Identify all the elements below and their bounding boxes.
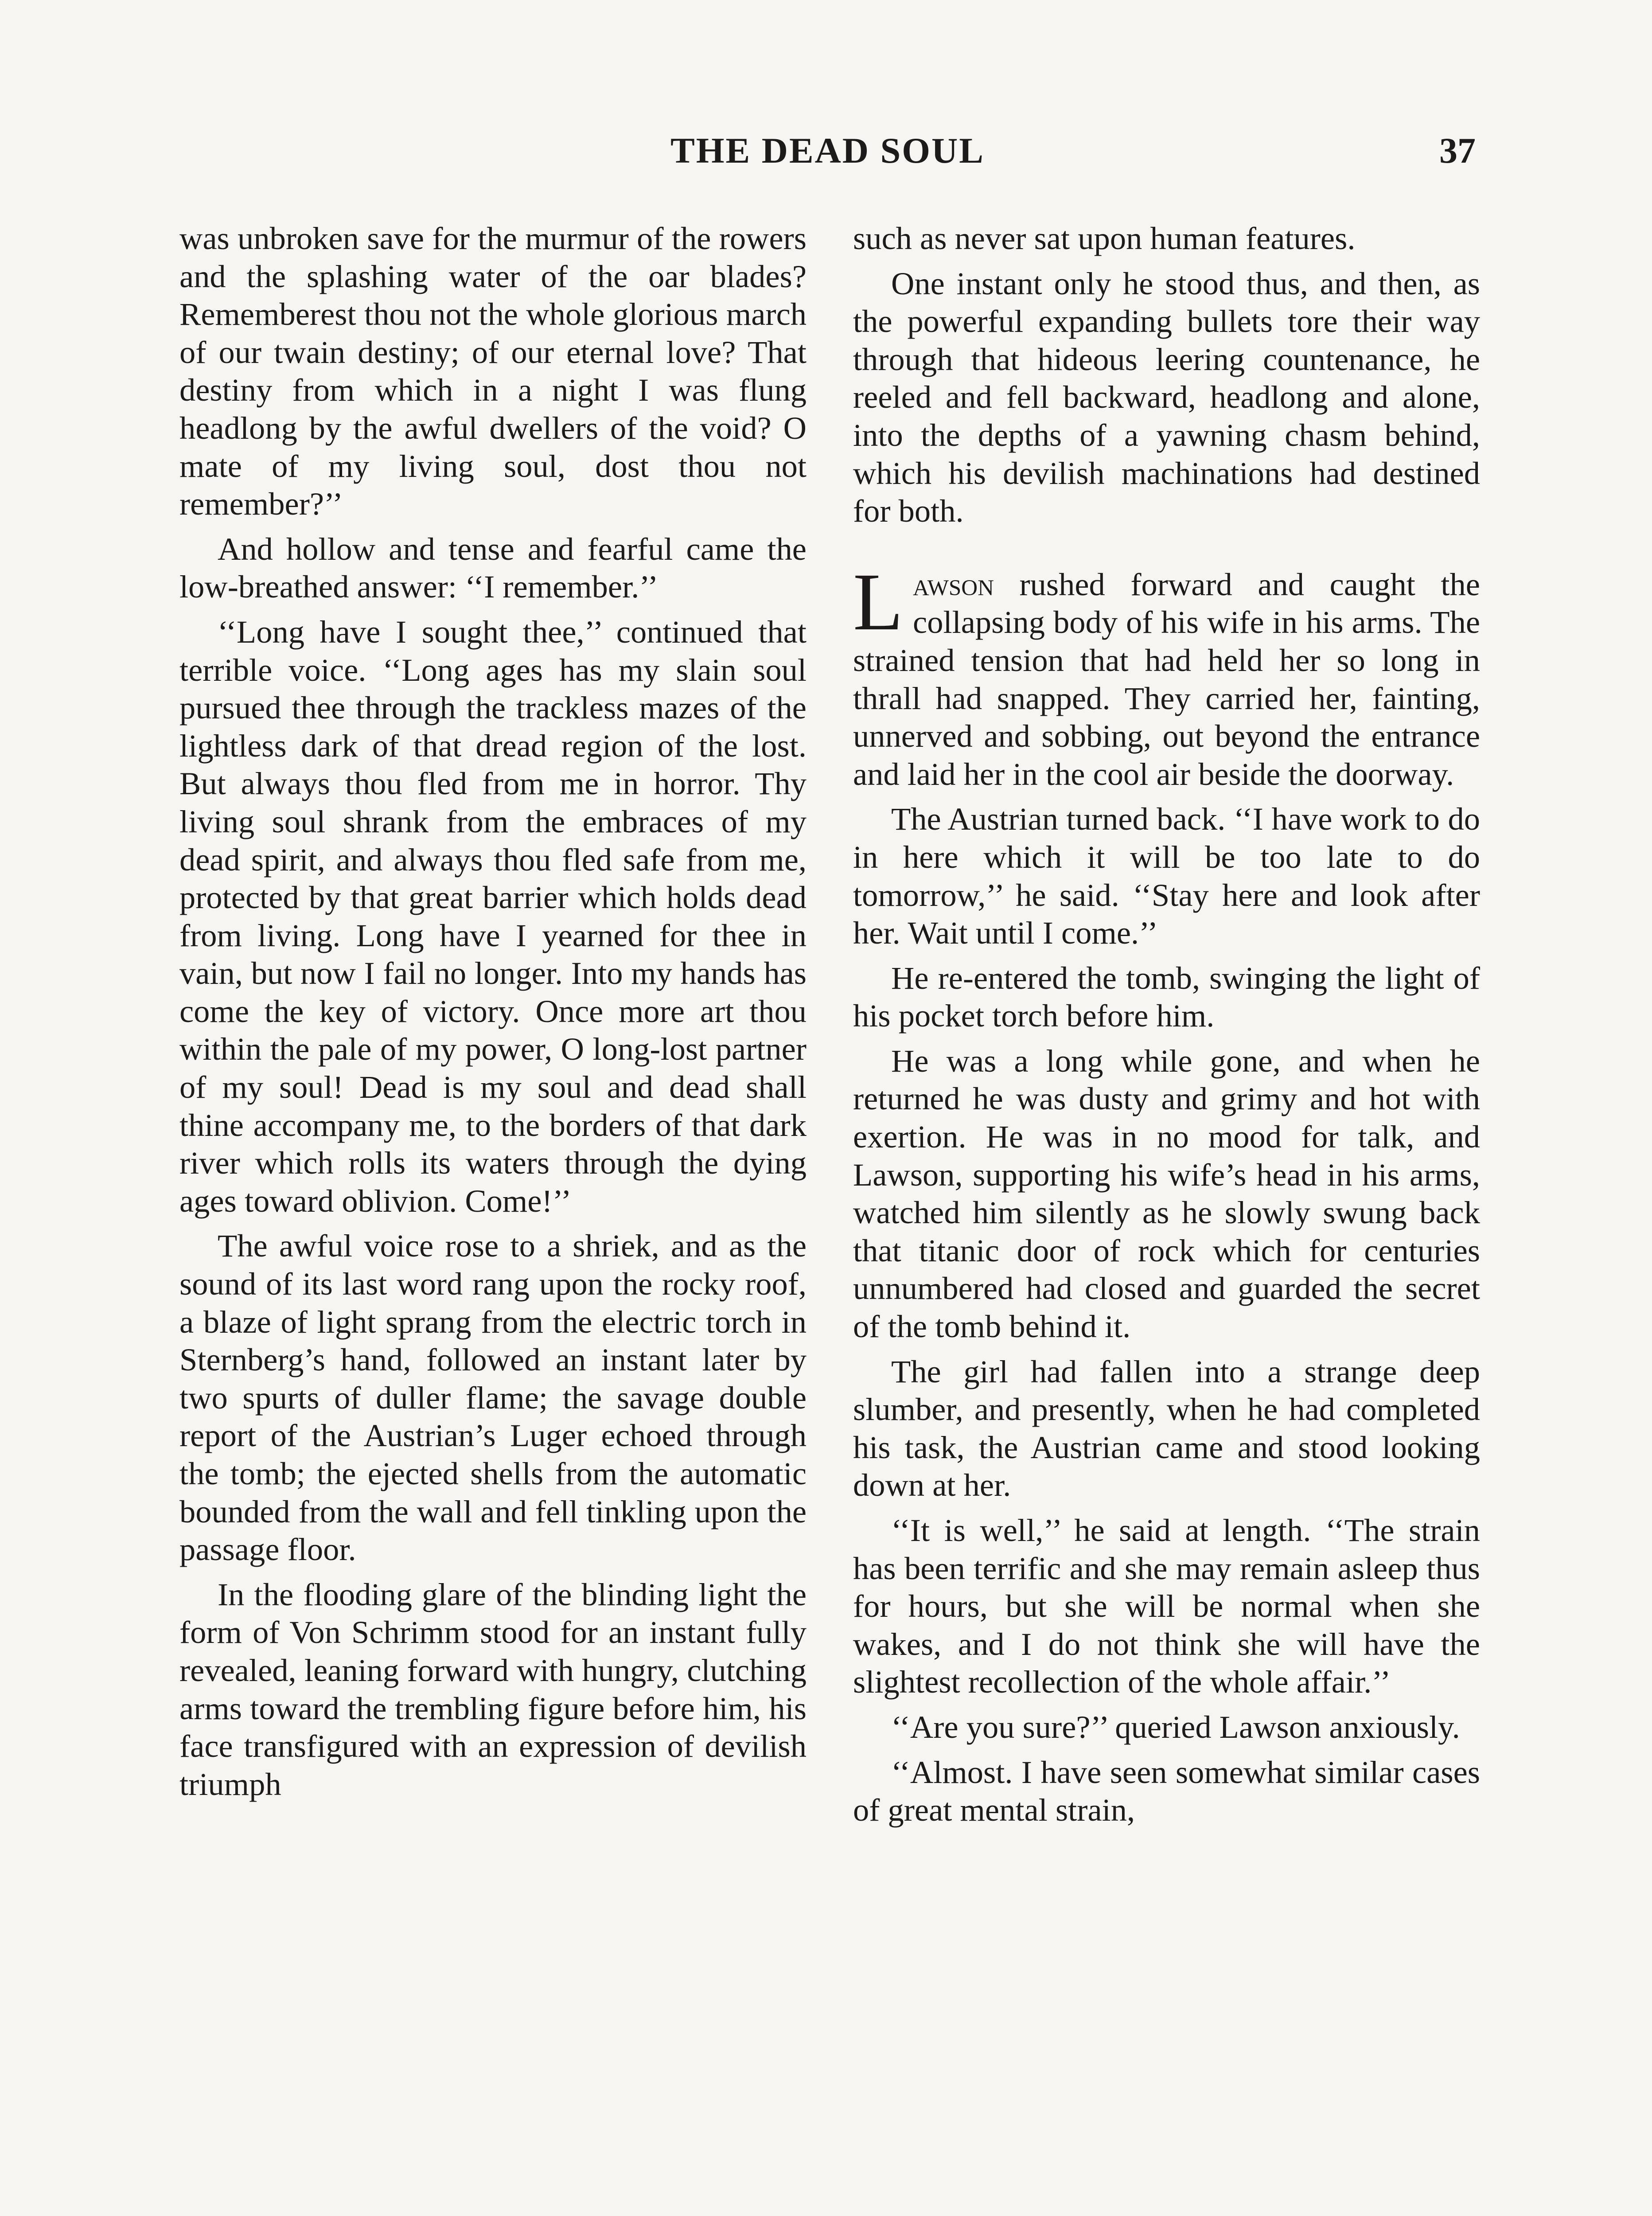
right-column bbox=[853, 219, 1480, 1836]
running-title: THE DEAD SOUL bbox=[670, 130, 985, 171]
page-header bbox=[179, 129, 1476, 177]
paragraph: such as never sat upon human features. bbox=[853, 220, 1356, 256]
page-number: 37 bbox=[1439, 130, 1476, 171]
paragraph: ‘‘Are you sure?’’ queried Lawson anxiously. bbox=[891, 1709, 1460, 1745]
paragraph: The girl had fallen into a strange deep slumber, and presently, when he had completed his task, the Austrian came and stood looking down at her. bbox=[853, 1353, 1480, 1503]
paragraph: ‘‘It is well,’’ he said at length. ‘‘The strain has been terrific and she may remain asleep thus for hours, but she will be normal when she wakes, and I do not think she will have the slightest recollection of the whole affair.’’ bbox=[853, 1512, 1480, 1700]
drop-cap: L bbox=[853, 556, 904, 648]
paragraph: He re-entered the tomb, swinging the light of his pocket torch before him. bbox=[853, 960, 1480, 1034]
paragraph: ‘‘Long have I sought thee,’’ continued that terrible voice. ‘‘Long ages has my slain soul pursued thee through the trackless mazes of the lightless dark of that dread region of the lost. But always thou fled from me in horror. Thy living soul shrank from the embraces of my dead spirit, and always thou fled safe from me, protected by that great barrier which holds dead from living. Long have I yearned for thee in vain, but now I fail no longer. Into my hands has come the key of victory. Once more art thou within the pale of my power, O long-lost partner of my soul! Dead is my soul and dead shall thine accompany me, to the borders of that dark river which rolls its waters through the dying ages toward oblivion. Come!’’ bbox=[179, 613, 807, 1219]
drop-cap-smallcaps: awson bbox=[913, 566, 994, 602]
paragraph: He was a long while gone, and when he returned he was dusty and grimy and hot with exertion. He was in no mood for talk, and Lawson, supporting his wife’s head in his arms, watched him silently as he slowly swung back that titanic door of rock which for centuries unnumbered had closed and guarded the secret of the tomb behind it. bbox=[853, 1042, 1480, 1345]
paragraph: was unbroken save for the murmur of the rowers and the splashing water of the oar blades? Rememberest thou not the whole glorious march of our twain destiny; of our eternal love? That destiny from which in a night I was flung headlong by the awful dwellers of the void? O mate of my living soul, dost thou not remember?’’ bbox=[179, 220, 807, 522]
paragraph: In the flooding glare of the blinding light the form of Von Schrimm stood for an instant fully revealed, leaning forward with hungry, clutching arms toward the trembling figure before him, his face transfigured with an expression of devilish triumph bbox=[179, 1576, 807, 1802]
paragraph: And hollow and tense and fearful came the low-breathed answer: ‘‘I remember.’’ bbox=[179, 531, 807, 605]
paragraph: The Austrian turned back. ‘‘I have work to do in here which it will be too late to do tomorrow,’’ he said. ‘‘Stay here and look after her. Wait until I come.’’ bbox=[853, 801, 1480, 951]
paragraph-text: rushed forward and caught the collapsing body of his wife in his arms. The strained tension that had held her so long in thrall had snapped. They carried her, fainting, unnerved and sobbing, out beyond the entrance and laid her in the cool air beside the doorway. bbox=[853, 566, 1480, 792]
paragraph: The awful voice rose to a shriek, and as the sound of its last word rang upon the rocky roof, a blaze of light sprang from the electric torch in Sternberg’s hand, followed an instant later by two spurts of duller flame; the savage double report of the Austrian’s Luger echoed through the tomb; the ejected shells from the automatic bounded from the wall and fell tinkling upon the passage floor. bbox=[179, 1228, 807, 1568]
paragraph: ‘‘Almost. I have seen somewhat similar cases of great mental strain, bbox=[853, 1754, 1480, 1828]
paragraph: One instant only he stood thus, and then, as the powerful expanding bullets tore their way through that hideous leering countenance, he reeled and fell backward, headlong and alone, into the depths of a yawning chasm behind, which his devilish machinations had destined for both. bbox=[853, 265, 1480, 529]
section-opening-paragraph bbox=[853, 556, 1480, 793]
left-column bbox=[179, 219, 807, 1810]
